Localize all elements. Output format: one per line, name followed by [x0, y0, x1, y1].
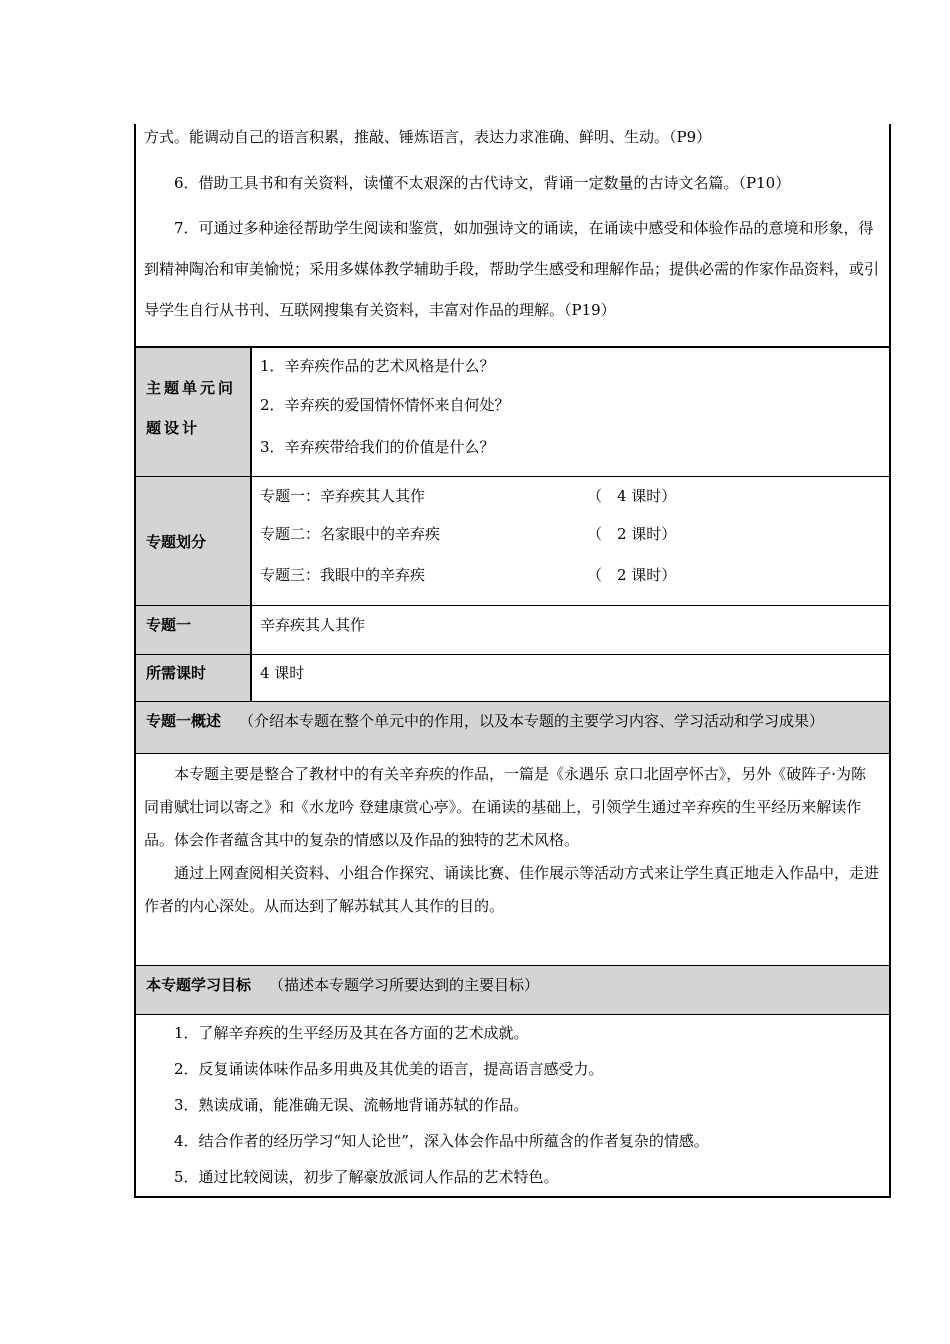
topics-label: 专题划分 — [136, 477, 252, 605]
overview-note: （介绍本专题在整个单元中的作用，以及本专题的主要学习内容、学习活动和学习成果） — [239, 712, 825, 730]
intro-paragraph: 6．借助工具书和有关资料，读懂不太艰深的古代诗文，背诵一定数量的古诗文名篇。（P10） — [174, 174, 791, 192]
topic1-label: 专题一 — [136, 606, 252, 654]
topic1-row — [136, 605, 889, 654]
questions-list — [252, 348, 889, 476]
overview-content — [136, 753, 889, 965]
intro-paragraph: 7．可通过多种途径帮助学生阅读和鉴赏，如加强诗文的诵读，在诵读中感受和体验作品的意境和形象，得到精神陶冶和审美愉悦；采用多媒体教学辅助手段，帮助学生感受和理解作品；提供必需的作家作品资料，或引导学生自行从书刊、互联网搜集有关资料，丰富对作品的理解。（P19） — [144, 219, 880, 319]
question-item: 1．辛弃疾作品的艺术风格是什么？ — [260, 357, 495, 375]
questions-label: 主题单元问题设计 — [136, 348, 252, 476]
overview-header — [136, 701, 889, 753]
overview-paragraph: 本专题主要是整合了教材中的有关辛弃疾的作品，一篇是《永遇乐 京口北固亭怀古》，另外《破阵子·为陈同甫赋壮词以寄之》和《水龙吟 登建康赏心亭》。在诵读的基础上，引领学生通过辛弃疾的生平经历来解读作品。体会作者蕴含其中的复杂的情感以及作品的独特的艺术风格。 — [144, 765, 867, 849]
hours-label: 所需课时 — [136, 655, 252, 701]
overview-paragraph: 通过上网查阅相关资料、小组合作探究、诵读比赛、佳作展示等活动方式来让学生真正地走入作品中，走进作者的内心深处。从而达到了解苏轼其人其作的目的。 — [144, 864, 880, 915]
question-item: 2．辛弃疾的爱国情怀情怀来自何处？ — [260, 396, 510, 414]
topic-hours: （ 4 课时） — [587, 486, 677, 505]
topics-row — [136, 476, 889, 605]
topic-item — [260, 513, 881, 554]
topic-name: 专题二：名家眼中的辛弃疾 — [260, 525, 441, 543]
topic-item — [260, 554, 881, 595]
topic-hours: （ 2 课时） — [587, 525, 677, 543]
goal-item: 3．熟读成诵，能准确无误、流畅地背诵苏轼的作品。 — [174, 1096, 529, 1114]
overview-title: 专题一概述 — [146, 712, 222, 730]
goal-item: 4．结合作者的经历学习“知人论世”，深入体会作品中所蕴含的作者复杂的情感。 — [174, 1132, 709, 1150]
topics-list — [252, 477, 889, 605]
topic-name: 专题三：我眼中的辛弃疾 — [260, 566, 426, 584]
topic1-value: 辛弃疾其人其作 — [260, 616, 366, 634]
question-item: 3．辛弃疾带给我们的价值是什么？ — [260, 438, 495, 456]
goals-note: （描述本专题学习所要达到的主要目标） — [269, 976, 540, 994]
goals-title: 本专题学习目标 — [146, 976, 252, 994]
goal-item: 2．反复诵读体味作品多用典及其优美的语言，提高语言感受力。 — [174, 1060, 604, 1078]
goal-item: 5．通过比较阅读，初步了解豪放派词人作品的艺术特色。 — [174, 1168, 559, 1186]
standards-section — [136, 124, 889, 346]
hours-value: 4 课时 — [260, 664, 305, 682]
questions-row — [136, 346, 889, 476]
curriculum-table — [134, 124, 891, 1198]
topic-hours: （ 2 课时） — [587, 566, 677, 584]
topic-name: 专题一：辛弃疾其人其作 — [260, 486, 426, 505]
hours-row — [136, 654, 889, 701]
goals-list — [136, 1014, 889, 1196]
intro-paragraph: 方式。能调动自己的语言积累，推敲、锤炼语言，表达力求准确、鲜明、生动。（P9） — [144, 128, 712, 146]
goals-header — [136, 965, 889, 1014]
goal-item: 1．了解辛弃疾的生平经历及其在各方面的艺术成就。 — [174, 1024, 529, 1042]
topic-item — [260, 477, 881, 513]
